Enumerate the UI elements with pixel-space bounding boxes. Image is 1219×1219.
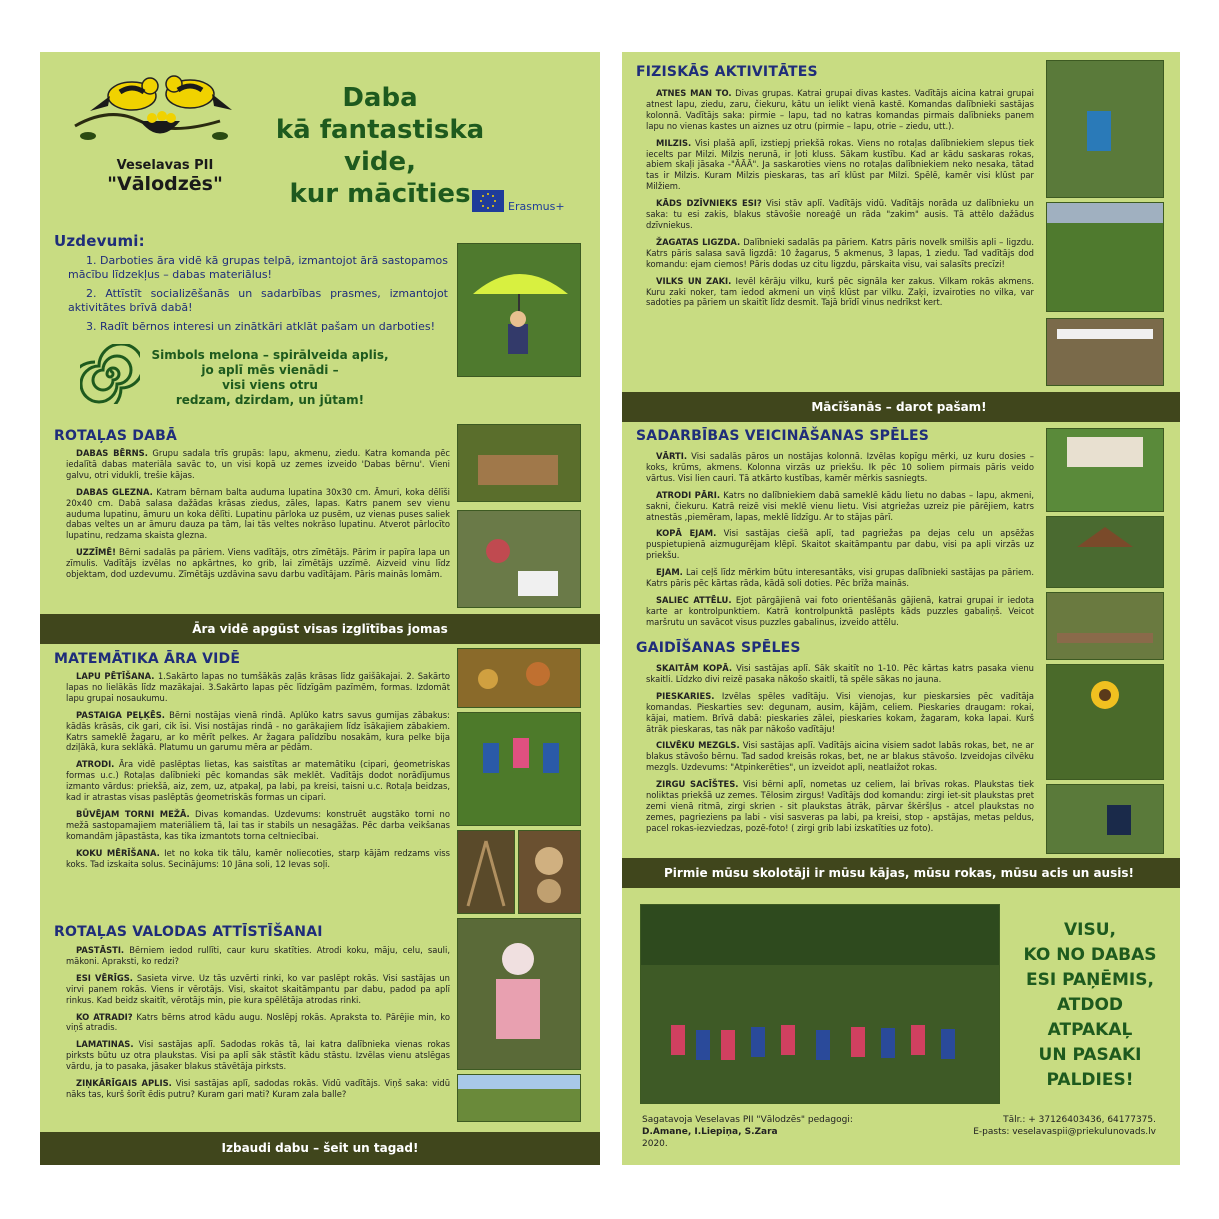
photo-kids-log xyxy=(1046,592,1164,660)
symbol-text xyxy=(150,348,390,408)
activity-item: CILVĒKU MEZGLS. Visi sastājas aplī. Vadītājs aicina visiem sadot labās rokas, bet, ne ar blakus stāvošo bērnu. Tad sadod kreisās rokas, bet, ne ar blakus stāvošo. Izveidojas cilvēku mezgls. Uzdevums: "Atpinkerēties", un izveidot apli, neatlaižot rokas. xyxy=(646,740,1034,773)
photo-gazebo xyxy=(1046,516,1164,588)
symbol-line4: redzam, dzirdam, un jūtam! xyxy=(175,393,365,407)
photo-nature-child xyxy=(457,424,581,502)
photo-tower-twigs xyxy=(457,830,515,914)
task-item: 1. Darboties āra vidē kā grupas telpā, izmantojot ārā sastopamos mācību līdzekļus – dabas materiālus! xyxy=(68,254,448,281)
title-line1: Daba xyxy=(342,83,418,113)
section-title-matematika: MATEMĀTIKA ĀRA VIDĒ xyxy=(54,651,241,667)
photo-leaves xyxy=(457,648,581,708)
photo-girl-basket xyxy=(457,918,581,1070)
activity-item: KO ATRADI? Katrs bērns atrod kādu augu. Noslēpj rokās. Apraksta to. Pārējie min, ko viņš atradis. xyxy=(66,1011,450,1033)
band-macisanas: Mācīšanās – darot pašam! xyxy=(622,392,1180,422)
footer-line: 2020. xyxy=(642,1139,668,1149)
activity-item: VILKS UN ZAKI. Ievēl kērāju vilku, kurš pēc signāla ker zakus. Vilkam rokās akmens. Kuru zaki noker, tam iedod akmeni un viņš klūst par vilku. Zaķi, izvairoties no vilka, var sadoties pa pāriem un skaitīt līdz desmit. Tajā brīdī vinus nedrīkst kert. xyxy=(646,275,1034,308)
section-title-valodas: ROTAĻAS VALODAS ATTĪSTĪŠANAI xyxy=(54,924,323,940)
oriole-birds-icon xyxy=(70,66,240,156)
thanks-line: ATDOD xyxy=(1056,995,1124,1015)
section-body-fiziskas xyxy=(646,88,1034,314)
activity-item: LAPU PĒTĪŠANA. 1.Sakārto lapas no tumšākās zaļās krāsas līdz gaišākajai. 2. Sakārto lapas no lielākās līdz mazākajai. 3.Sakārto lapas pēc līdzīgām pazīmēm, formas. Izdomāt lapu grupai nosaukumu. xyxy=(66,671,451,703)
thanks-line: PALDIES! xyxy=(1046,1070,1134,1090)
tasks-title: Uzdevumi: xyxy=(54,232,145,250)
footer-phone: Tālr.: + 37126403436, 64177375. xyxy=(1003,1115,1156,1125)
section-title-fiziskas: FIZISKĀS AKTIVITĀTES xyxy=(636,64,818,80)
activity-item: KOKU MĒRĪŠANA. Iet no koka tik tālu, kamēr noliecoties, starp kājām redzams viss koks. Tad izskaita solus. Secinājums: 10 Jāna soli, 12 Ievas soļi. xyxy=(66,847,450,869)
footer-line: D.Amane, I.Liepiņa, S.Zara xyxy=(642,1127,778,1137)
activity-item: EJAM. Lai ceļš līdz mērkim būtu interesantāks, visi grupas dalībnieki sastājas pa pāriem. Katrs pāris pēc kārtas rāda, kādā soli doties. Pēc brīža mainās. xyxy=(646,567,1034,589)
task-item: 3. Radīt bērnos interesi un zinātkāri atklāt pašam un darboties! xyxy=(86,320,436,333)
photo-kids-field xyxy=(1046,202,1164,312)
activity-item: SALIEC ATTĒLU. Ejot pārgājienā vai foto orientēšanās gājienā, katrai grupai ir iedota karte ar kontrolpunktiem. Katrā kontrolpunktā paslēpts kāds puzzles gabaliņš. Veicot maršrutu un savācot visus puzzles gabalinus, izveido attēlu. xyxy=(646,594,1034,627)
footer-email[interactable]: E-pasts: veselavaspii@priekulunovads.lv xyxy=(973,1127,1156,1137)
left-panel xyxy=(40,52,600,1165)
activity-item: ŽAGATAS LIGZDA. Dalībnieki sadalās pa pāriem. Katrs pāris novelk smilšis apli – ligzdu. Katrs pāris salasa savā ligzdā: 10 žagarus, 5 akmenus, 3 lapas, 1 ziedu. Tad vadītājs dod komandu: ejam ciemos! Pāris dodas uz citu ligzdu, pārskaita visu, vai salasīts precīzi! xyxy=(646,236,1035,269)
activity-item: PASTĀSTI. Bērniem iedod rullīti, caur kuru skatīties. Atrodi koku, māju, celu, sauli, mākoni. Apraksti, ko redzi? xyxy=(66,945,450,966)
activity-item: MILZIS. Visi plašā aplī, izstiepj priekšā rokas. Viens no rotaļas dalībniekiem slepus tiek iecelts par Milzi. Milzis nerunā, ir ļoti kluss. Sākam kustību. Kad ar kādu saskaras rokas, abiem skaļi jāsaka -"ĀĀĀ". Ja saskaroties viens no rotaļas dalībniekiem neko nesaka, tātad tas ir Milzis. Kuram Milzis pieskaras, tas arī klūst par Milzi. Spēlē, kamēr visi klūst par Milžiem. xyxy=(646,137,1034,192)
activity-item: PASTAIGA PEĻĶĒS. Bērni nostājas vienā rindā. Aplūko katrs savus gumijas zābakus: kādās krāsās, cik gari, cik īsi. Visi nostājas rindā - no garākajiem līdz īsākajiem zābakiem. Katrs sameklē žagaru, ar ko mērīt pelkes. Ar žagara palīdzību nosakām, kura pelke bija dziļākā, kura seklākā. Platumu un garumu mēra ar pēdām. xyxy=(66,709,450,753)
title-line2: kā fantastiska vide, xyxy=(275,115,485,177)
activity-item: ATNES MAN TO. Divas grupas. Katrai grupai divas kastes. Vadītājs aicina katrai grupai atnest lapu, ziedu, zaru, čiekuru, kātu un ielikt vienā kastē. Komandas dalībnieki sastājas kolonnā. Vadītājs saka: pirmie – lapu, tad no katras komandas pirmais dalībnieks panem lapu no vienas kastes un aiznes uz otru (pirmie – lapu, otrie – ziedu, utt.). xyxy=(646,88,1034,131)
section-title-sadarbibas: SADARBĪBAS VEICINĀŠANAS SPĒLES xyxy=(636,428,930,444)
tasks-list xyxy=(68,254,448,339)
thanks-line: VISU, xyxy=(1064,920,1116,940)
section-title-rotalas-daba: ROTAĻAS DABĀ xyxy=(54,428,178,444)
activity-item: ZIRGU SACĪŠTES. Visi bērni aplī, nometas uz celiem, lai brīvas rokas. Plaukstas tiek noliktas priekšā uz zemes. Tēlosim zirgus! Vadītājs dod komandu: zirgi iet-sit plaukstas pret zemi vienā ritmā, zirgi skrien - sit plaukstas ātrāk, pārvar škēršļus - atcel plaukstas no zemes, pagrieziens pa labi - visi sasveras pa labi, pa kreisi, stop - apstājas, metas peldus, pacel rokas-iezviedzas, pozē-foto! ( zirgi grib labi izskatīties uz foto). xyxy=(646,779,1035,833)
section-body-valodas xyxy=(66,945,450,1106)
logo-name xyxy=(100,158,230,195)
activity-item: UZZĪMĒ! Bērni sadalās pa pāriem. Viens vadītājs, otrs zīmētājs. Pārim ir papīra lapa un zīmulis. Vadītājs izvēlas no apkārtnes, ko grib, lai zīmētājs uzzīmē. Aizveid vinu līdz objektam, dod uzdevumu. Zīmētājs uzdāvina savu darbu vadītājam. Pāris mainās lomām. xyxy=(66,547,450,580)
thanks-line: ATPAKAĻ xyxy=(1047,1020,1133,1040)
activity-item: ZIŅKĀRĪGAIS APLIS. Visi sastājas aplī, sadodas rokās. Vidū vadītājs. Viņš saka: vidū nāks tas, kurš šorīt ēdis putru? Kuram gari mati? Kuram zala balle? xyxy=(66,1078,451,1099)
thanks-message xyxy=(1020,918,1160,1093)
photo-sunflowers xyxy=(1046,664,1164,780)
photo-kids-table xyxy=(1046,318,1164,386)
eu-flag-icon xyxy=(472,190,504,212)
photo-logs xyxy=(518,830,581,914)
activity-item: ATRODI PĀRI. Katrs no dalībniekiem dabā sameklē kādu lietu no dabas – lapu, akmeni, sakni, čiekuru. Katrā reizē visi meklē vienu lietu. Visi atgriežas uzreiz pie pārējiem, katrs atnestās ,piemēram, lapas, meklē līdzīgu. Ar to stājas pārī. xyxy=(646,489,1035,522)
activity-item: DABAS BĒRNS. Grupu sadala trīs grupās: lapu, akmenu, ziedu. Katra komanda pēc iedalītā dabas materiāla savāc to, un visi kopā uz zemes izveido 'Dabas bērnu'. Vieni galvu, otri vidukli, trešie kājas. xyxy=(66,448,450,480)
activity-item: DABAS GLEZNA. Katram bērnam balta auduma lupatina 30x30 cm. Āmuri, koka dēlīši 20x40 cm. Dabā salasa dažādas krāsas ziedus, zāles, lapas. Katrs panem sev vienu auduma lupatinu, āmuru un koka dēlīti. Lupatinu pārloka uz pusēm, uz vienas puses saliek dabas veltes un ar āmuru dauza pa tām, lai tās veltes nokrāso lupatinu. Atverot pārlocīto lupatinu, redzama skaista glezna. xyxy=(66,486,450,541)
activity-item: ATRODI. Āra vidē paslēptas lietas, kas saistītas ar matemātiku (cipari, ģeometriskas formas u.c.) Rotaļas dalībnieki pēc komandas sāk meklēt. Vadītājs dodot norādījumus izmanto vārdus: priekšā, aiz, zem, uz, atpakaļ, pa labi, pa kreisi, taisni u.c. Rotaļa beidzas, kad ir atrastas visas paslēptās ģeometriskās formas un cipari. xyxy=(66,759,450,803)
photo-kids-playground xyxy=(1046,60,1164,198)
band-ara-vide: Āra vidē apgūst visas izglītības jomas xyxy=(40,614,600,644)
section-body-rotalas-daba xyxy=(66,448,450,586)
logo-line2: "Vālodzēs" xyxy=(107,173,223,195)
thanks-line: UN PASAKI xyxy=(1038,1045,1142,1065)
activity-item: KĀDS DZĪVNIEKS ESI? Visi stāv aplī. Vadītājs vidū. Vadītājs norāda uz dalībnieku un saka: tu esi zakis, blakus stāvošie noreaģē un rāda "zakim" ausis. Tā attēlo dažādus dzīvniekus. xyxy=(646,198,1034,230)
thanks-line: ESI PAŅĒMIS, xyxy=(1026,970,1154,990)
footer-contacts xyxy=(973,1114,1156,1138)
activity-item: KOPĀ EJAM. Visi sastājas ciešā aplī, tad pagriežas pa dejas celu un apsēžas puspietupienā aizmugurējam klēpī. Skaitot skaitāmpantu par dabu, visi pa apli virzās uz priekšu. xyxy=(646,528,1035,561)
activity-item: SKAITĀM KOPĀ. Visi sastājas aplī. Sāk skaitīt no 1-10. Pēc kārtas katrs pasaka vienu skaitli. Līdzko divi reizē pasaka nākošo skaitli, tā spēle sākas no jauna. xyxy=(646,663,1034,684)
symbol-line1: Simbols melona – spirālveida aplis, xyxy=(151,348,389,362)
symbol-line3: visi viens otru xyxy=(222,378,318,392)
symbol-line2: jo aplī mēs vienādi – xyxy=(201,363,339,377)
title-line3: kur mācīties xyxy=(289,179,471,209)
footer-authors xyxy=(642,1114,853,1150)
logo-line1: Veselavas PII xyxy=(116,158,214,173)
section-body-gaidisanas xyxy=(646,663,1034,840)
photo-children-boots xyxy=(457,712,581,826)
spiral-icon xyxy=(80,344,140,404)
photo-house-path xyxy=(1046,428,1164,512)
photo-umbrella-child xyxy=(457,243,581,377)
activity-item: VĀRTI. Visi sadalās pāros un nostājas kolonnā. Izvēlas kopīgu mērki, uz kuru dosies – koks, krūms, akmens. Kolonna virzās uz priekšu. Ik pēc 10 soliem pirmais pāris veido vārtus. Visi lien cauri. Tā atkārto kustības, kamēr mērkis sasniegts. xyxy=(646,451,1034,483)
section-title-gaidisanas: GAIDĪŠANAS SPĒLES xyxy=(636,640,801,656)
band-izbaudi-dabu: Izbaudi dabu – šeit un tagad! xyxy=(40,1132,600,1165)
photo-circle-game xyxy=(457,1074,581,1122)
erasmus-label: Erasmus+ xyxy=(508,200,565,213)
activity-item: LAMATINAS. Visi sastājas aplī. Sadodas rokās tā, lai katra dalībnieka vienas rokas pirksts būtu uz otra plaukstas. Visi pa aplī sāk stāstīt kādu stāstu. Izvēlas vienu atslēgas vārdu, ja to pasaka, jāsaker blakus stāvētāja pirksts. xyxy=(66,1039,450,1072)
photo-nature-painting xyxy=(457,510,581,608)
footer-line: Sagatavoja Veselavas PII "Vālodzēs" pedagogi: xyxy=(642,1115,853,1125)
thanks-line: KO NO DABAS xyxy=(1023,945,1157,965)
section-body-matematika xyxy=(66,671,450,876)
right-panel xyxy=(622,52,1180,1165)
task-item: 2. Attīstīt socializēšanās un sadarbības prasmes, izmantojot aktivitātes brīvā dabā! xyxy=(68,287,448,314)
photo-kid-horse xyxy=(1046,784,1164,854)
band-pirmie-skolotaji: Pirmie mūsu skolotāji ir mūsu kājas, mūsu rokas, mūsu acis un ausis! xyxy=(622,858,1180,888)
page-title xyxy=(250,82,510,210)
photo-group xyxy=(640,904,1000,1104)
activity-item: ESI VĒRĪGS. Sasieta virve. Uz tās uzvērti rinki, ko var paslēpt rokās. Visi sastājas un virvi panem rokās. Viens ir vērotājs. Visi, skaitot skaitāmpantu par dabu, padod pa aplī rinkus. Kad beidz skaitīt, vērotājs min, pie kura spēlētāja atrodas rinki. xyxy=(66,972,450,1005)
activity-item: BŪVĒJAM TORNI MEŽĀ. Divas komandas. Uzdevums: konstruēt augstāko torni no mežā sastopamajiem materiāliem tā, lai tas ir stabils un nesagāžas. Pēc darba veikšanas komandām jāpastāsta, kas tika izmantots torna celtniecībai. xyxy=(66,808,450,841)
section-body-sadarbibas xyxy=(646,451,1034,634)
activity-item: PIESKARIES. Izvēlas spēles vadītāju. Visi vienojas, kur pieskarsies pēc vadītāja komandas. Pieskarties sev: degunam, ausim, kājām, celiem. Pieskaries draugam: rokai, kājai, matiem. Brīvā dabā: pieskaries zālei, pieskaries kokam, žagaram, koka lapai. Kurš ātrāk pieskaras, tas nāk par nākošo vadītāju! xyxy=(646,690,1034,734)
